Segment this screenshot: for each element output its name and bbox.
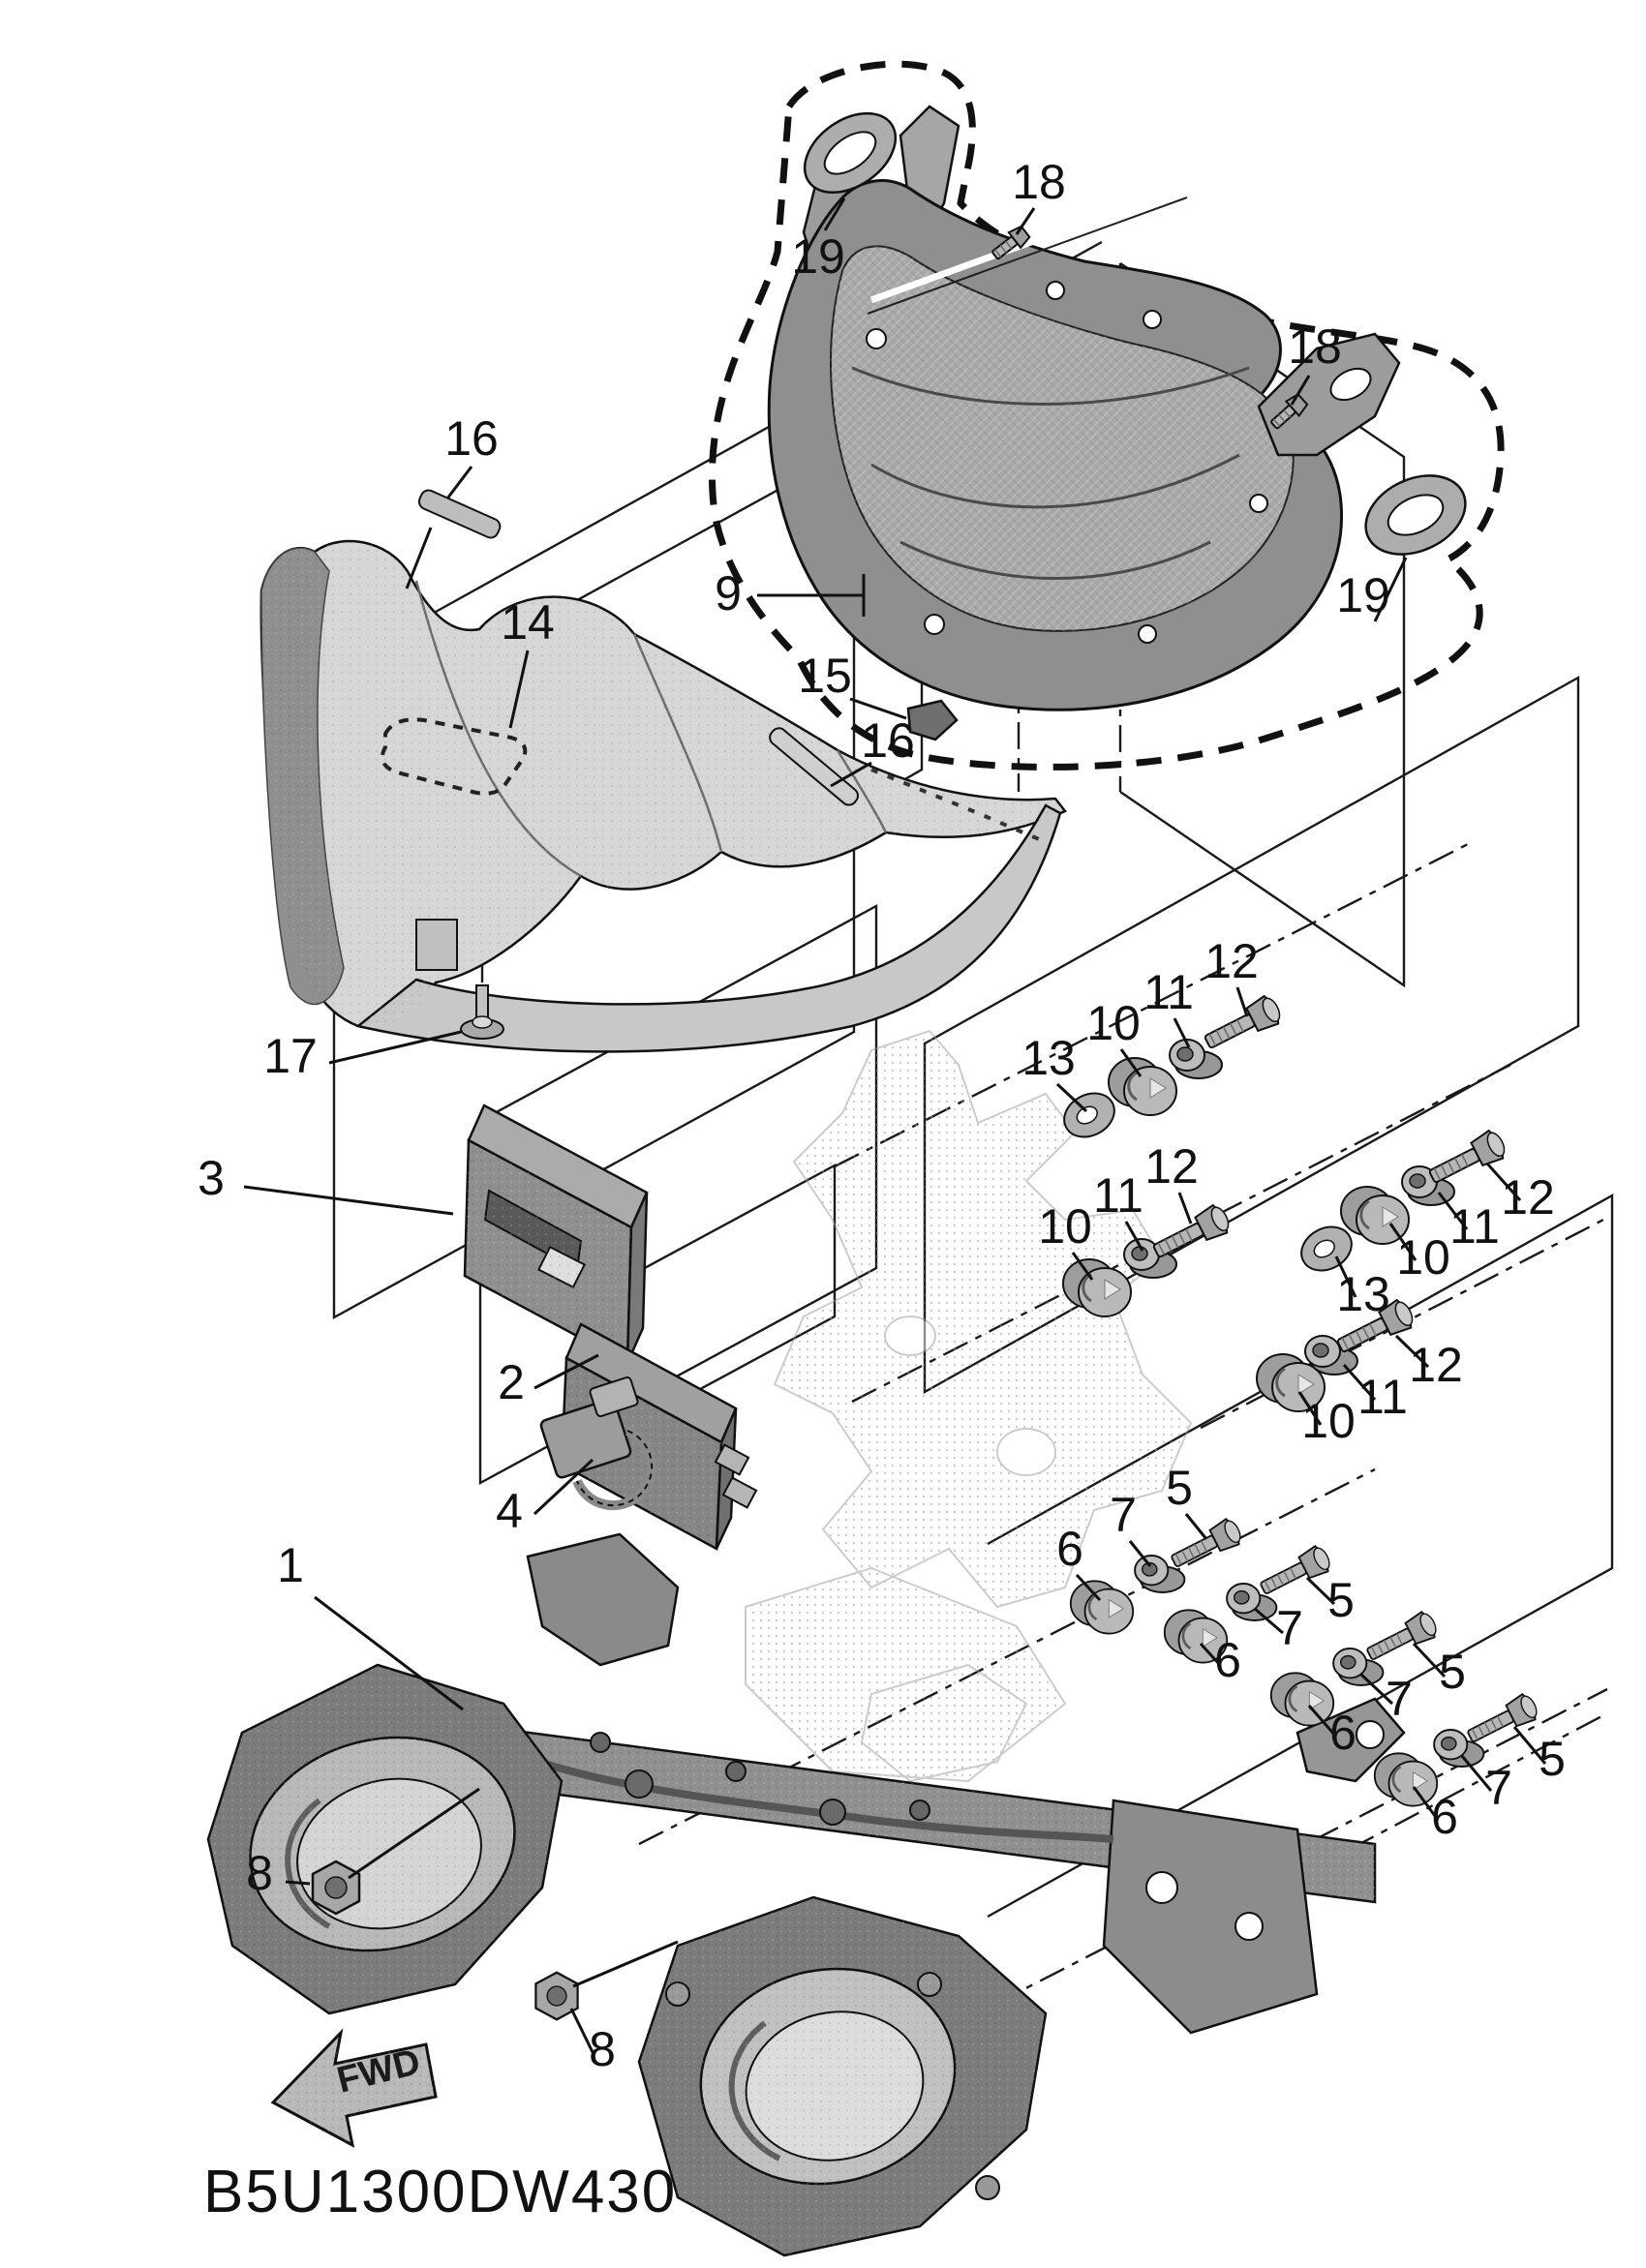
damper-6-s3 xyxy=(1271,1673,1333,1725)
callout-2: 2 xyxy=(498,1355,525,1409)
callout-6-s1: 6 xyxy=(1056,1522,1083,1576)
callout-15: 15 xyxy=(798,649,852,703)
callout-5-s1: 5 xyxy=(1166,1461,1193,1515)
windshield-lower-tab xyxy=(416,920,457,970)
bracket-right-plate xyxy=(1104,1800,1317,2033)
callout-10-row4: 10 xyxy=(1301,1394,1356,1448)
callout-19-right: 19 xyxy=(1336,568,1390,622)
callout-17: 17 xyxy=(263,1029,318,1083)
callout-8-bottom: 8 xyxy=(589,2022,616,2076)
callout-4: 4 xyxy=(496,1484,523,1538)
drawing-code: B5U1300DW430 xyxy=(203,2159,678,2225)
callout-12-row4: 12 xyxy=(1409,1338,1463,1392)
bolt-5-s1 xyxy=(1168,1516,1245,1574)
callout-9: 9 xyxy=(715,566,742,620)
bolt-12-row2 xyxy=(1149,1202,1234,1265)
callout-14: 14 xyxy=(501,595,555,650)
callout-10-row1: 10 xyxy=(1086,996,1141,1050)
callout-8-left: 8 xyxy=(246,1846,273,1900)
projector-right xyxy=(639,1897,1046,2255)
callout-7-s1: 7 xyxy=(1110,1488,1137,1542)
nut-8-left xyxy=(313,1861,359,1914)
callout-7-s3: 7 xyxy=(1386,1672,1413,1726)
bracket-top-tab xyxy=(528,1534,678,1665)
callout-5-s4: 5 xyxy=(1539,1732,1566,1786)
callout-16-middle: 16 xyxy=(861,713,915,768)
callout-13-row1: 13 xyxy=(1021,1031,1076,1085)
callout-5-s2: 5 xyxy=(1327,1573,1355,1627)
callout-5-s3: 5 xyxy=(1439,1645,1466,1699)
callout-12-row3: 12 xyxy=(1501,1170,1555,1225)
callout-11-row3: 11 xyxy=(1449,1199,1500,1254)
damper-6-s4 xyxy=(1375,1753,1437,1805)
callout-11-row4: 11 xyxy=(1357,1370,1408,1424)
callout-3: 3 xyxy=(198,1151,225,1205)
callout-13-row3: 13 xyxy=(1336,1267,1390,1321)
callout-11-row2: 11 xyxy=(1093,1168,1143,1223)
callout-6-s4: 6 xyxy=(1431,1790,1458,1844)
bolt-5-s4 xyxy=(1464,1691,1541,1749)
callout-12-row2: 12 xyxy=(1144,1139,1199,1194)
module-cover-3 xyxy=(465,1105,647,1363)
callout-1: 1 xyxy=(277,1538,304,1592)
callout-11-row1: 11 xyxy=(1143,965,1194,1019)
callout-12-row1: 12 xyxy=(1204,934,1259,988)
callout-6-s3: 6 xyxy=(1329,1706,1356,1760)
ghost-stay-bracket xyxy=(746,1031,1191,1781)
callout-7-s4: 7 xyxy=(1485,1761,1512,1815)
damper-10-row1 xyxy=(1109,1058,1176,1115)
callout-18-top: 18 xyxy=(1012,155,1066,209)
callout-19-top: 19 xyxy=(791,229,845,284)
nut-8-bottom xyxy=(535,1973,577,2020)
callout-6-s2: 6 xyxy=(1214,1633,1241,1687)
callout-16-upper: 16 xyxy=(444,411,499,466)
damper-6-s1 xyxy=(1071,1581,1133,1633)
projector-left xyxy=(208,1665,562,2013)
callout-18-right: 18 xyxy=(1288,319,1342,374)
fwd-arrow xyxy=(273,2033,436,2145)
fwd-arrow-label: FWD xyxy=(333,2041,425,2102)
callout-10-row3: 10 xyxy=(1396,1230,1450,1285)
callout-10-row2: 10 xyxy=(1038,1199,1092,1254)
clip-15 xyxy=(908,701,957,740)
bolt-12-row3 xyxy=(1425,1128,1509,1191)
callout-7-s2: 7 xyxy=(1276,1601,1303,1655)
